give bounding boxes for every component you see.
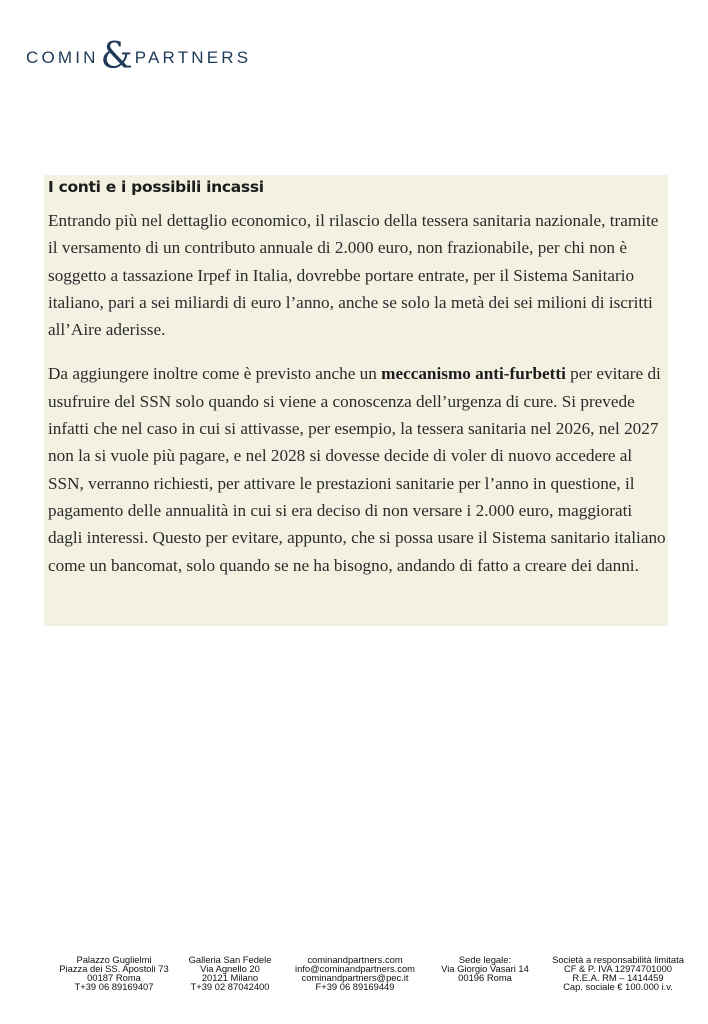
footer-line: 20121 Milano	[201, 972, 259, 983]
article-paragraph-2	[48, 360, 666, 578]
footer-email-link[interactable]: info@cominandpartners.com	[295, 963, 415, 974]
paragraph-2-intro: Da aggiungere inoltre come è previsto anche un	[48, 364, 382, 384]
footer-line: Galleria San Fedele	[188, 954, 272, 965]
logo-text-comin: COMIN	[26, 48, 99, 67]
logo-text-partners: PARTNERS	[134, 48, 252, 67]
paragraph-2-bold-term: meccanismo anti-furbetti	[381, 364, 566, 384]
footer-line: T+39 02 87042400	[190, 981, 270, 992]
article-heading: I conti e i possibili incassi	[48, 178, 264, 196]
footer-registered-office	[436, 955, 534, 982]
footer-line: R.E.A. RM – 1414459	[572, 972, 664, 983]
paragraph-2-body: per evitare di usufruire del SSN solo quando si viene a conoscenza dell’urgenza di cure. Si prevede infatti che nel caso in cui si attivasse, per esempio, la tessera sanitaria nel 2026, nel 2027 non la si vuole più pagare, e nel 2028 si dovesse decide di voler di nuovo accedere al SSN, verranno richiesti, per attivare le prestazioni sanitarie per l’anno in questione, il pagamento delle annualità in cui si era deciso di non versare i 2.000 euro, maggiorati dagli interessi. Questo per evitare, appunto, che si possa usare il Sistema sanitario italiano come un bancomat, solo quando se ne ha bisogno, andando di fatto a creare dei danni.	[48, 364, 666, 575]
footer-line: Palazzo Guglielmi	[76, 954, 152, 965]
footer-line: CF & P. IVA 12974701000	[563, 963, 673, 974]
footer-line: Sede legale:	[458, 954, 512, 965]
article-content	[48, 176, 666, 579]
footer-line: Cap. sociale € 100.000 i.v.	[563, 981, 673, 992]
footer-contacts	[290, 955, 420, 991]
footer-line: 00196 Roma	[458, 972, 512, 983]
footer-pec-link[interactable]: cominandpartners@pec.it	[301, 972, 409, 983]
logo-ampersand: &	[100, 36, 133, 77]
page-footer	[0, 955, 708, 995]
footer-line: Piazza dei SS. Apostoli 73	[59, 963, 169, 974]
footer-line: Società a responsabilità limitata	[552, 954, 684, 965]
footer-milan-office	[180, 955, 280, 991]
article-paragraph-1: Entrando più nel dettaglio economico, il rilascio della tessera sanitaria nazionale, tramite il versamento di un contributo annuale di 2.000 euro, non frazionabile, per chi non è soggetto a tassazione Irpef in Italia, dovrebbe portare entrate, per il Sistema Sanitario italiano, pari a sei miliardi di euro l’anno, anche se solo la metà dei sei milioni di iscritti all’Aire aderisse.	[48, 211, 659, 340]
footer-line: Via Agnello 20	[200, 963, 260, 974]
footer-line: F+39 06 89169449	[315, 981, 395, 992]
footer-line: Via Giorgio Vasari 14	[441, 963, 529, 974]
footer-line: 00187 Roma	[87, 972, 141, 983]
footer-website-link[interactable]: cominandpartners.com	[307, 954, 403, 965]
company-logo	[26, 36, 252, 77]
footer-line: T+39 06 89169407	[74, 981, 154, 992]
footer-company-info	[548, 955, 688, 991]
footer-rome-office	[48, 955, 180, 991]
